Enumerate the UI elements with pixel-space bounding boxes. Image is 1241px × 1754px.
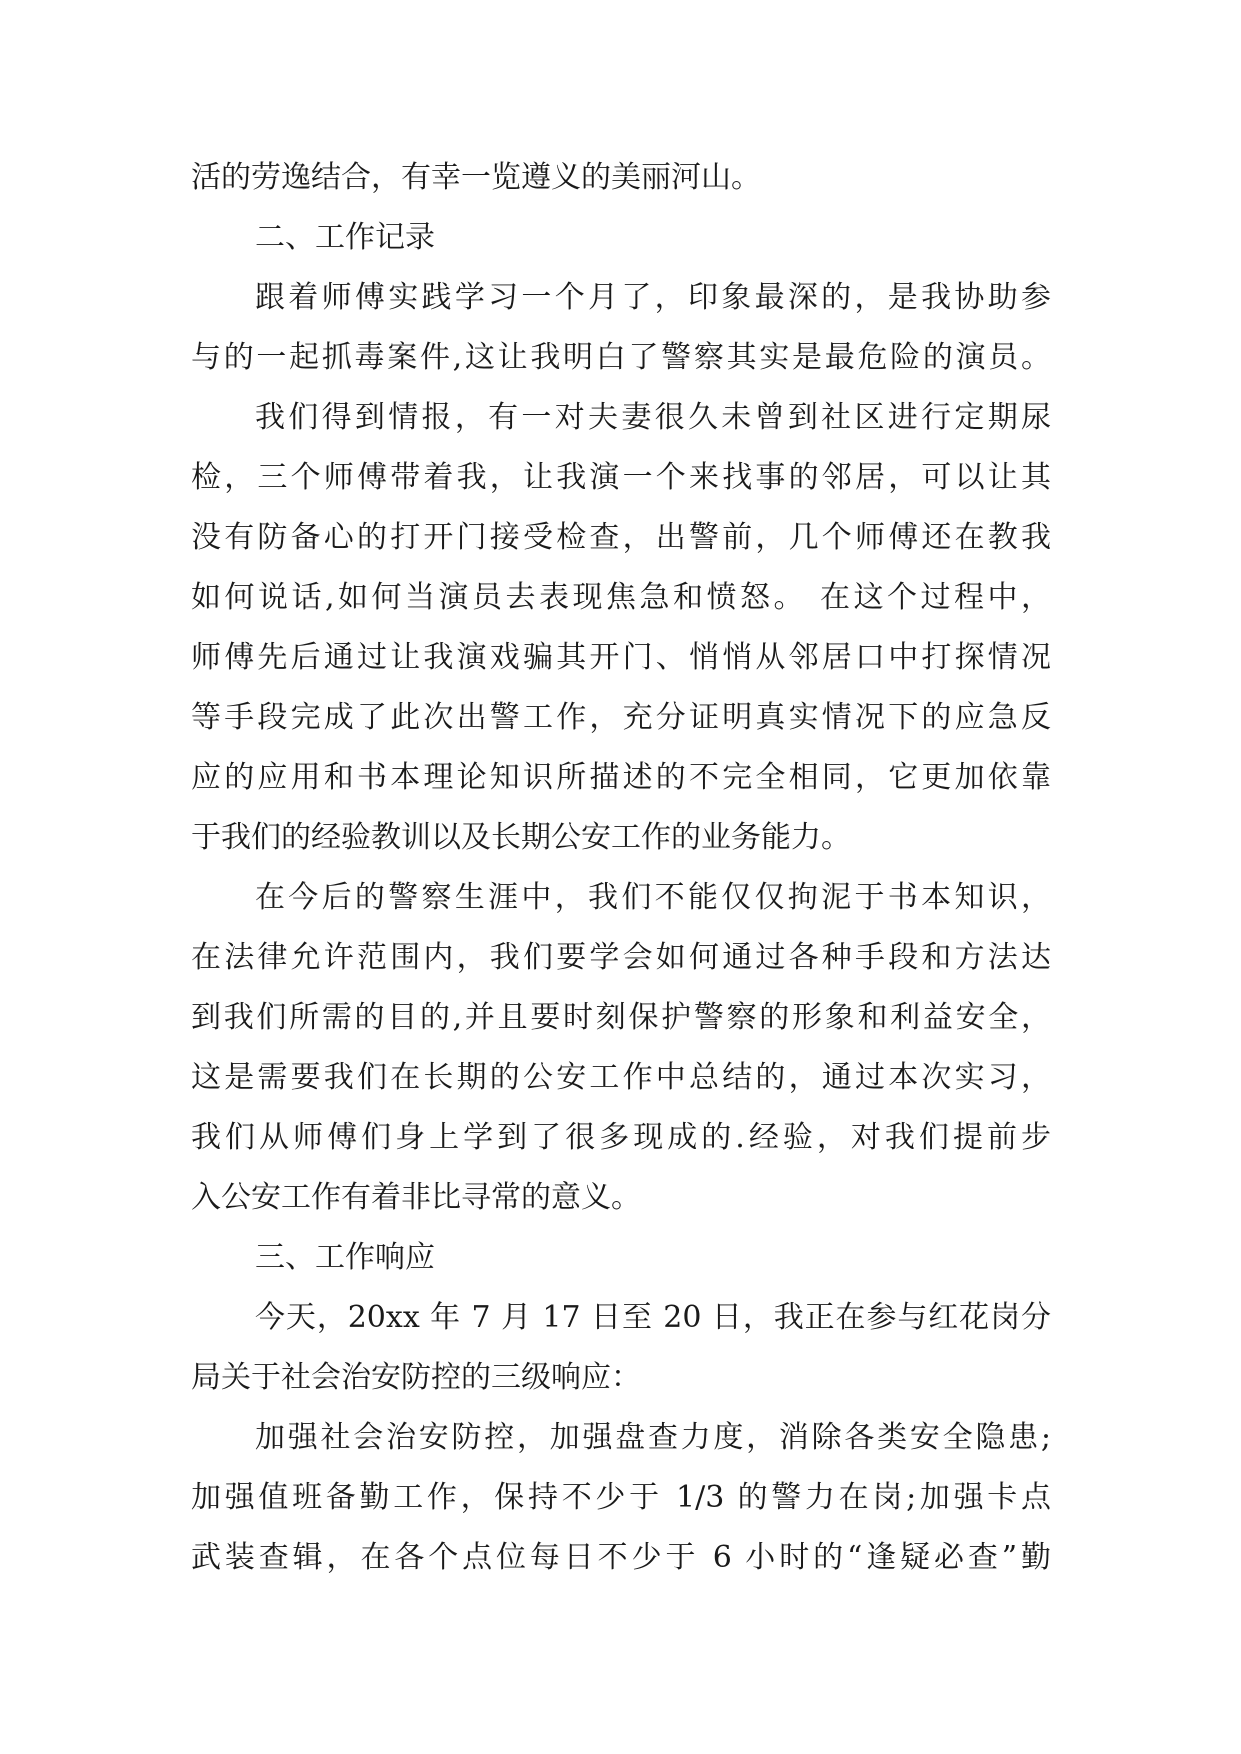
- section-heading-work-response: 三、工作响应: [255, 1240, 435, 1275]
- paragraph-line: 检，三个师傅带着我，让我演一个来找事的邻居，可以让其: [191, 460, 1051, 495]
- paragraph-line: 我们从师傅们身上学到了很多现成的.经验，对我们提前步: [191, 1120, 1051, 1155]
- paragraph-line: 跟着师傅实践学习一个月了，印象最深的，是我协助参: [255, 280, 1051, 315]
- paragraph-line: 活的劳逸结合，有幸一览遵义的美丽河山。: [191, 160, 761, 195]
- paragraph-line: 与的一起抓毒案件,这让我明白了警察其实是最危险的演员。: [191, 340, 1051, 375]
- paragraph-line: 我们得到情报，有一对夫妻很久未曾到社区进行定期尿: [255, 400, 1051, 435]
- paragraph-line: 没有防备心的打开门接受检查，出警前，几个师傅还在教我: [191, 520, 1051, 555]
- paragraph-line: 到我们所需的目的,并且要时刻保护警察的形象和利益安全，: [191, 1000, 1051, 1035]
- paragraph-line: 于我们的经验教训以及长期公安工作的业务能力。: [191, 820, 851, 855]
- paragraph-line: 应的应用和书本理论知识所描述的不完全相同，它更加依靠: [191, 760, 1051, 795]
- paragraph-line: 加强社会治安防控，加强盘查力度，消除各类安全隐患;: [255, 1420, 1051, 1455]
- paragraph-line: 师傅先后通过让我演戏骗其开门、悄悄从邻居口中打探情况: [191, 640, 1051, 675]
- paragraph-line: 如何说话,如何当演员去表现焦急和愤怒。 在这个过程中，: [191, 580, 1051, 615]
- paragraph-line: 武装查辑，在各个点位每日不少于 6 小时的“逢疑必查”勤: [191, 1540, 1051, 1575]
- document-body: [191, 148, 1051, 1588]
- paragraph-line: 在今后的警察生涯中，我们不能仅仅拘泥于书本知识，: [255, 880, 1051, 915]
- paragraph-line: 局关于社会治安防控的三级响应：: [191, 1360, 641, 1395]
- paragraph-line: 入公安工作有着非比寻常的意义。: [191, 1180, 641, 1215]
- section-heading-work-record: 二、工作记录: [255, 220, 435, 255]
- paragraph-line: 这是需要我们在长期的公安工作中总结的，通过本次实习，: [191, 1060, 1051, 1095]
- paragraph-line: 加强值班备勤工作，保持不少于 1/3 的警力在岗;加强卡点: [191, 1480, 1051, 1515]
- paragraph-line: 在法律允许范围内，我们要学会如何通过各种手段和方法达: [191, 940, 1051, 975]
- paragraph-line: 今天，20xx 年 7 月 17 日至 20 日，我正在参与红花岗分: [255, 1300, 1051, 1335]
- paragraph-line: 等手段完成了此次出警工作，充分证明真实情况下的应急反: [191, 700, 1051, 735]
